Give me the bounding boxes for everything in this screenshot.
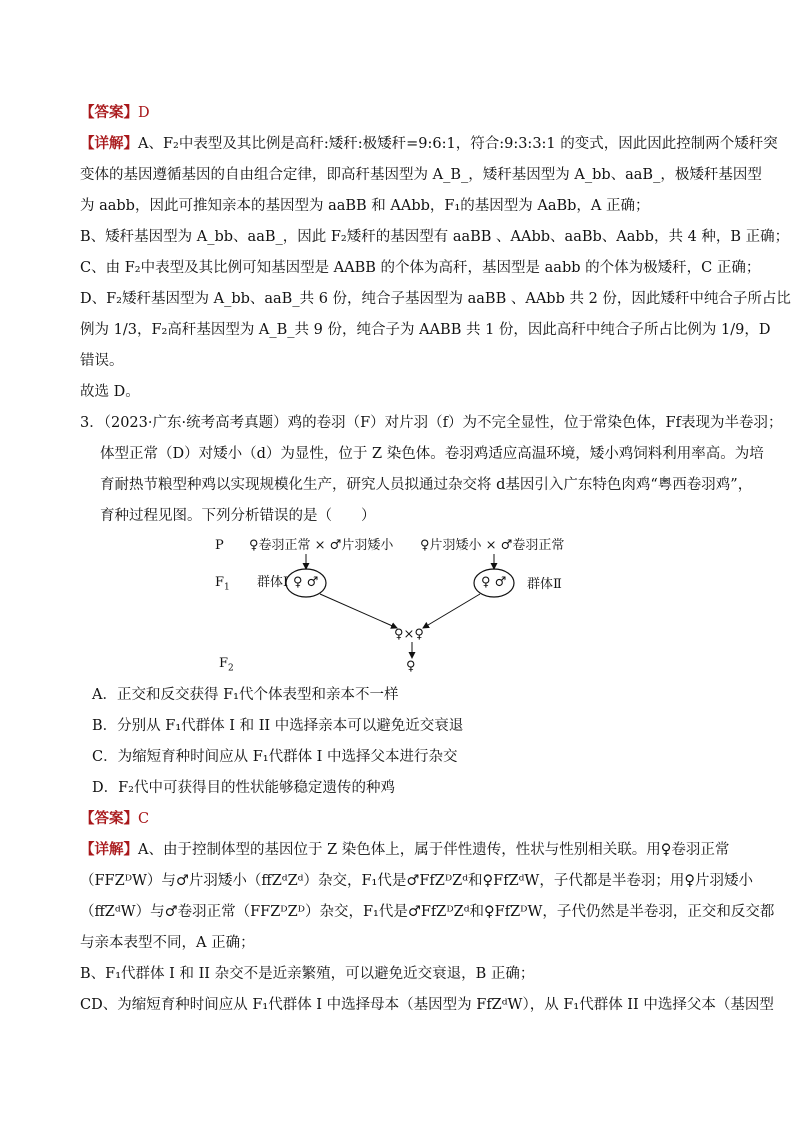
group2-label: 群体Ⅱ bbox=[527, 577, 562, 592]
question-stem-line: 体型正常（D）对矮小（d）为显性，位于 Z 染色体。卷羽鸡适应高温环境，矮小鸡饲料利用率高。为培 bbox=[100, 446, 764, 462]
explain-line: D、F₂矮秆基因型为 A_bb、aaB_共 6 份，纯合子基因型为 aaBB 、AAbb 共 2 份，因此矮秆中纯合子所占比 bbox=[80, 291, 791, 307]
explain-line: 与亲本表型不同，A 正确； bbox=[80, 935, 255, 951]
explain-line: 错误。 bbox=[80, 353, 124, 369]
explain-line: B、矮秆基因型为 A_bb、aaB_，因此 F₂矮秆的基因型有 aaBB 、AAbb、aaBb、Aabb，共 4 种，B 正确； bbox=[80, 229, 790, 245]
f1-intercross: ♀×♀ bbox=[394, 627, 424, 642]
explain-text: A、F₂中表型及其比例是高秆:矮秆:极矮秆=9:6:1，符合:9:3:3:1 的变式，因此因此控制两个矮秆突 bbox=[138, 136, 778, 152]
explain-tag: 【详解】 bbox=[80, 841, 138, 858]
explain-line: （ffZᵈW）与♂卷羽正常（FFZᴰZᴰ）杂交，F₁代是♂FfZᴰZᵈ和♀FfZᴰW，子代仍然是半卷羽，正交和反交都 bbox=[80, 904, 775, 920]
parent-cross-left: ♀卷羽正常 × ♂片羽矮小 bbox=[249, 538, 394, 553]
answer-value: C bbox=[138, 811, 150, 827]
explain-line: CD、为缩短育种时间应从 F₁代群体 I 中选择母本（基因型为 FfZᵈW），从 F₁代群体 II 中选择父本（基因型 bbox=[80, 997, 774, 1013]
arrow-group2-to-cross bbox=[423, 594, 480, 628]
answer-value: D bbox=[138, 105, 150, 121]
question-stem-line: 3．（2023·广东·统考高考真题）鸡的卷羽（F）对片羽（f）为不完全显性，位于常染色体，Ff表现为半卷羽； bbox=[80, 415, 783, 431]
group1-label: 群体Ⅰ bbox=[257, 575, 289, 590]
generation-p-label: P bbox=[215, 538, 224, 553]
f2-subscript: 2 bbox=[228, 663, 234, 674]
explain-line bbox=[80, 134, 778, 154]
arrow-group1-to-cross bbox=[320, 594, 397, 628]
answer-tag: 【答案】 bbox=[80, 104, 138, 121]
explain-line: （FFZᴰW）与♂片羽矮小（ffZᵈZᵈ）杂交，F₁代是♂FfZᴰZᵈ和♀FfZᵈW，子代都是半卷羽；用♀片羽矮小 bbox=[80, 873, 753, 889]
explain-text: A、由于控制体型的基因位于 Z 染色体上，属于伴性遗传，性状与性别相关联。用♀卷羽正常 bbox=[138, 842, 730, 858]
generation-f2-label bbox=[219, 654, 234, 679]
option-c: C．为缩短育种时间应从 F₁代群体 I 中选择父本进行杂交 bbox=[92, 749, 458, 765]
explain-line: 为 aabb，因此可推知亲本的基因型为 aaBB 和 AAbb，F₁的基因型为 AaBb，A 正确； bbox=[80, 198, 650, 214]
f2-letter: F bbox=[219, 656, 229, 671]
explain-line bbox=[80, 840, 729, 860]
f1-letter: F bbox=[215, 575, 225, 590]
option-b: B．分别从 F₁代群体 I 和 II 中选择亲本可以避免近交衰退 bbox=[92, 718, 464, 734]
explain-line: 故选 D。 bbox=[80, 384, 140, 400]
explain-tag: 【详解】 bbox=[80, 135, 138, 152]
breeding-diagram bbox=[205, 532, 595, 677]
explain-line: 变体的基因遵循基因的自由组合定律，即高秆基因型为 A_B_，矮秆基因型为 A_bb、aaB_，极矮秆基因型 bbox=[80, 167, 762, 183]
explain-line: 例为 1/3，F₂高秆基因型为 A_B_共 9 份，纯合子为 AABB 共 1 份，因此高秆中纯合子所占比例为 1/9，D bbox=[80, 322, 771, 338]
answer-label-2 bbox=[80, 809, 149, 829]
option-a: A．正交和反交获得 F₁代个体表型和亲本不一样 bbox=[92, 687, 399, 703]
f2-offspring-symbol: ♀ bbox=[406, 659, 416, 674]
generation-f1-label bbox=[215, 573, 230, 598]
answer-label-1 bbox=[80, 103, 150, 123]
answer-tag: 【答案】 bbox=[80, 810, 138, 827]
f1-subscript: 1 bbox=[224, 582, 230, 593]
group2-sex-symbols: ♀ ♂ bbox=[481, 575, 507, 590]
option-d: D．F₂代中可获得目的性状能够稳定遗传的种鸡 bbox=[92, 780, 395, 796]
explain-line: C、由 F₂中表型及其比例可知基因型是 AABB 的个体为高秆，基因型是 aabb 的个体为极矮秆，C 正确； bbox=[80, 260, 761, 276]
question-stem-line: 育耐热节粮型种鸡以实现规模化生产，研究人员拟通过杂交将 d基因引入广东特色肉鸡“粤西卷羽鸡”， bbox=[100, 477, 753, 493]
parent-cross-right: ♀片羽矮小 × ♂卷羽正常 bbox=[420, 538, 565, 553]
group1-sex-symbols: ♀ ♂ bbox=[293, 575, 319, 590]
explain-line: B、F₁代群体 I 和 II 杂交不是近亲繁殖，可以避免近交衰退，B 正确； bbox=[80, 966, 535, 982]
question-stem-line: 育种过程见图。下列分析错误的是（ ） bbox=[100, 508, 376, 524]
